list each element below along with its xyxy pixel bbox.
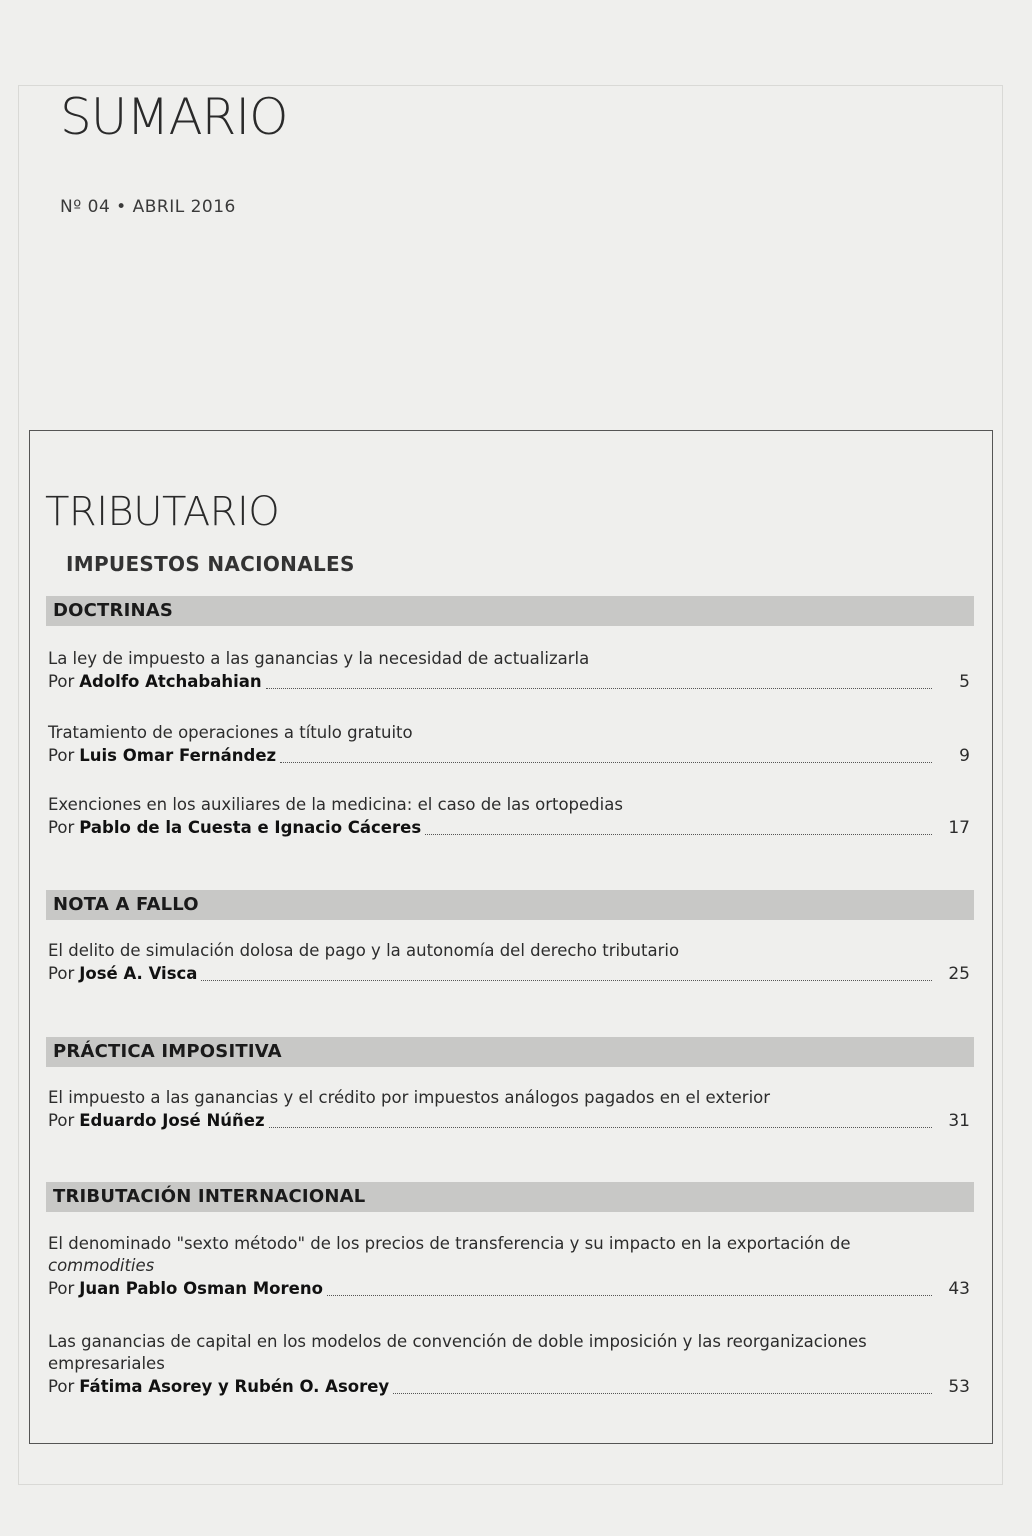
entry-title: El denominado "sexto método" de los precios de transferencia y su impacto en la exportación de <box>48 1234 851 1253</box>
entry-page: 53 <box>948 1377 970 1397</box>
entry-author: Juan Pablo Osman Moreno <box>79 1279 323 1298</box>
page-title: SUMARIO <box>60 88 288 146</box>
entry-title-continued: empresariales <box>48 1354 165 1373</box>
por-label: Por <box>48 1377 75 1396</box>
dot-leader <box>269 1127 932 1128</box>
entry-title: El impuesto a las ganancias y el crédito por impuestos análogos pagados en el exterior <box>48 1088 771 1107</box>
por-label: Por <box>48 746 75 765</box>
entry-author: José A. Visca <box>79 964 198 983</box>
section-title: TRIBUTARIO <box>45 489 280 535</box>
entry-title: El delito de simulación dolosa de pago y la autonomía del derecho tributario <box>48 941 680 960</box>
entry-page: 9 <box>959 746 970 766</box>
por-label: Por <box>48 672 75 691</box>
toc-entry[interactable] <box>48 940 970 986</box>
entry-author: Eduardo José Núñez <box>79 1111 265 1130</box>
category-practica-impositiva: PRÁCTICA IMPOSITIVA <box>46 1037 974 1067</box>
entry-author: Luis Omar Fernández <box>79 746 277 765</box>
entry-title-italic: commodities <box>48 1256 155 1275</box>
por-label: Por <box>48 818 75 837</box>
entry-title: Las ganancias de capital en los modelos de convención de doble imposición y las reorganizaciones <box>48 1332 867 1351</box>
category-nota-a-fallo: NOTA A FALLO <box>46 890 974 920</box>
entry-page: 43 <box>948 1279 970 1299</box>
toc-entry[interactable] <box>48 1087 970 1133</box>
entry-page: 25 <box>948 964 970 984</box>
dot-leader <box>280 762 932 763</box>
toc-entry[interactable] <box>48 1331 970 1399</box>
toc-entry[interactable] <box>48 648 970 694</box>
category-tributacion-internacional: TRIBUTACIÓN INTERNACIONAL <box>46 1182 974 1212</box>
toc-entry[interactable] <box>48 722 970 768</box>
dot-leader <box>201 980 932 981</box>
toc-entry[interactable] <box>48 794 970 840</box>
entry-author: Pablo de la Cuesta e Ignacio Cáceres <box>79 818 422 837</box>
dot-leader <box>425 834 932 835</box>
entry-title: Exenciones en los auxiliares de la medicina: el caso de las ortopedias <box>48 795 623 814</box>
dot-leader <box>266 688 932 689</box>
entry-page: 5 <box>959 672 970 692</box>
entry-page: 17 <box>948 818 970 838</box>
dot-leader <box>327 1295 932 1296</box>
por-label: Por <box>48 964 75 983</box>
entry-page: 31 <box>948 1111 970 1131</box>
por-label: Por <box>48 1111 75 1130</box>
entry-title: La ley de impuesto a las ganancias y la necesidad de actualizarla <box>48 649 590 668</box>
entry-title: Tratamiento de operaciones a título gratuito <box>48 723 413 742</box>
toc-entry[interactable] <box>48 1233 970 1301</box>
por-label: Por <box>48 1279 75 1298</box>
issue-number: Nº 04 • ABRIL 2016 <box>60 197 236 217</box>
dot-leader <box>393 1393 932 1394</box>
entry-author: Adolfo Atchabahian <box>79 672 262 691</box>
entry-author: Fátima Asorey y Rubén O. Asorey <box>79 1377 390 1396</box>
subsection-title: IMPUESTOS NACIONALES <box>66 552 355 576</box>
category-doctrinas: DOCTRINAS <box>46 596 974 626</box>
